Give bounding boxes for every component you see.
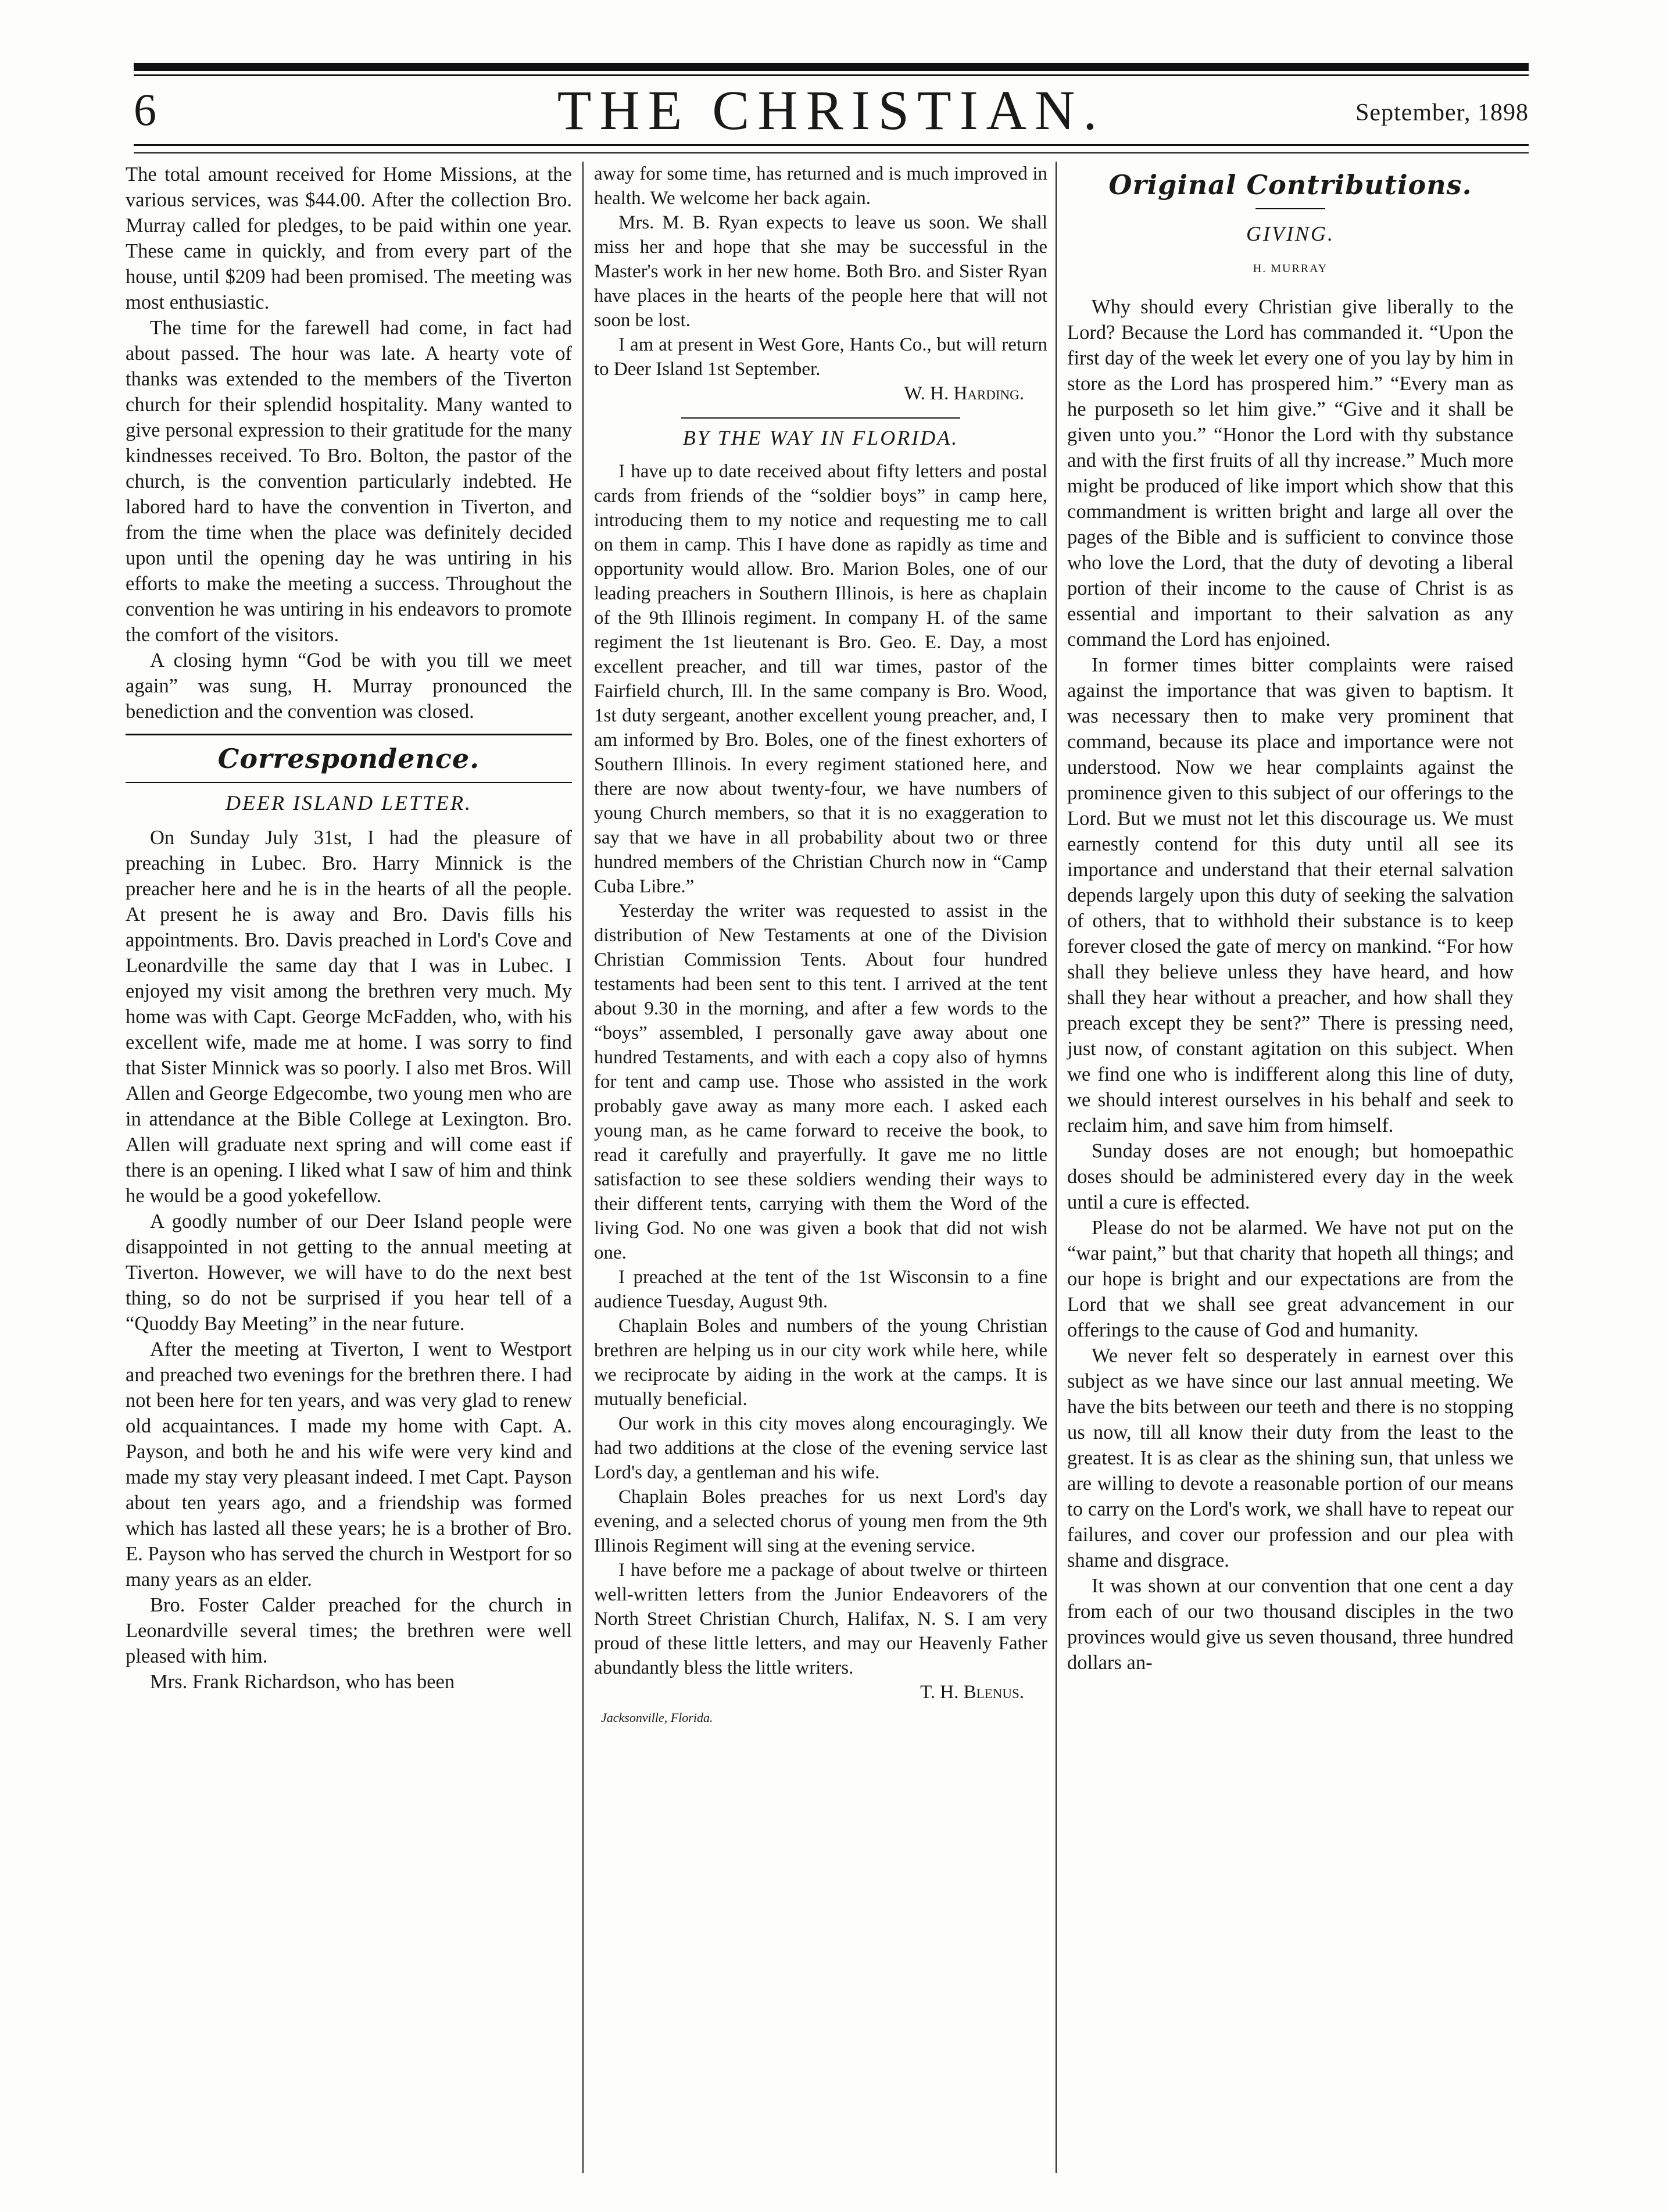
paragraph: Our work in this city moves along encouragingly. We had two additions at the close of the evening service last Lord's day, a gentleman and his wife. [594, 1413, 1047, 1483]
section-rule [126, 734, 572, 735]
section-rule [126, 782, 572, 783]
signature-harding: W. H. Harding. [904, 383, 1024, 404]
paragraph: I preached at the tent of the 1st Wisconsin to a fine audience Tuesday, August 9th. [594, 1267, 1047, 1312]
dateline: Jacksonville, Florida. [601, 1710, 713, 1725]
paragraph: I have up to date received about fifty letters and postal cards from friends of the “soldier boys” in camp here, introducing them to my notice and requesting me to call on them in camp. This I have done as rapidly as time and opportunity would allow. Bro. Marion Boles, one of our leading preachers in Southern Illinois, is here as chaplain of the 9th Illinois regiment. In company H. of the same regiment the 1st lieutenant is Bro. Geo. E. Day, a most excellent preacher, and till war times, pastor of the Fairfield church, Ill. In the same company is Bro. Wood, 1st duty sergeant, another excellent young preacher, and, I am informed by Bro. Boles, one of the finest exhorters of Southern Illinois. In every regiment stationed here, and there are now about twenty-four, we have numbers of young Church members, so that it is no exaggeration to say that we have in all probability about two or three hundred members of the Christian Church now in “Camp Cuba Libre.” [594, 461, 1047, 897]
column-1 [126, 162, 572, 1695]
paragraph: Chaplain Boles preaches for us next Lord's day evening, and a selected chorus of young men from the 9th Illinois Regiment will sing at the evening service. [594, 1486, 1047, 1556]
masthead [134, 81, 1529, 142]
masthead-top-thin-rule [134, 74, 1529, 76]
journal-title: THE CHRISTIAN. [557, 79, 1106, 141]
paragraph: away for some time, has returned and is much improved in health. We welcome her back again. [594, 163, 1047, 209]
paragraph: In former times bitter complaints were raised against the importance that was given to baptism. It was necessary then to make very prominent that command, because its place and importance were not understood. Now we hear complaints against the prominence given to this subject of our offerings to the Lord. But we must not let this discourage us. We must earnestly contend for this duty until all see its importance and understand that their eternal salvation depends largely upon this duty of seeking the salvation of others, that to withhold their substance is to keep forever closed the gate of mercy on mankind. “For how shall they believe unless they have heard, and how shall they hear without a preacher, and how shall they preach except they be sent?” There is pressing need, just now, of constant agitation on this subject. When we find one who is indifferent along this line of duty, we should interest ourselves in his behalf and seek to reclaim him, and save him from himself. [1067, 654, 1514, 1137]
article-title-deer-island: DEER ISLAND LETTER. [225, 791, 472, 814]
paragraph: Please do not be alarmed. We have not put on the “war paint,” but that charity that hopeth all things; and our hope is bright and our expectations are from the Lord that we shall see great advancement in our offerings to the cause of God and humanity. [1067, 1217, 1514, 1341]
paragraph: Why should every Christian give liberally to the Lord? Because the Lord has commanded it. “Upon the first day of the week let every one of you lay by him in store as the Lord has prospered him.” “Every man as he purposeth so let him give.” “Give and it shall be given unto you.” “Honor the Lord with thy substance and with the first fruits of all thy increase.” Much more might be produced of like import which show that this commandment is written bright and large all over the pages of the Bible and is sufficient to convince those who love the Lord, that the duty of devoting a liberal portion of their income to the cause of Christ is as essential and important to their salvation as any command the Lord has enjoined. [1067, 296, 1514, 651]
paragraph: We never felt so desperately in earnest over this subject as we have since our last annual meeting. We have the bits between our teeth and there is no stopping us now, till all know their duty from the least to the greatest. It is as clear as the shining sun, that unless we are willing to devote a reasonable portion of our means to carry on the Lord's work, we shall have to repeat our failures, and cover our profession and our plea with shame and disgrace. [1067, 1345, 1514, 1571]
paragraph: The total amount received for Home Missions, at the various services, was $44.00. After the collection Bro. Murray called for pledges, to be paid within one year. These came in quickly, and from every part of the house, until $209 had been promised. The meeting was most enthusiastic. [126, 163, 572, 313]
paragraph: I am at present in West Gore, Hants Co., but will return to Deer Island 1st September. [594, 334, 1047, 380]
paragraph: The time for the farewell had come, in fact had about passed. The hour was late. A hearty vote of thanks was extended to the members of the Tiverton church for their splendid hospitality. Many wanted to give personal expression to their gratitude for the many kindnesses received. To Bro. Bolton, the pastor of the church, is the convention particularly indebted. He labored hard to have the convention in Tiverton, and from the time when the place was definitely decided upon until the opening day he was untiring in his efforts to make the meeting a success. Throughout the convention he was untiring in his endeavors to promote the comfort of the visitors. [126, 317, 572, 646]
section-heading-correspondence: Correspondence. [217, 743, 480, 774]
masthead-bottom-rule [134, 144, 1529, 146]
section-rule [1255, 208, 1325, 209]
paragraph: A closing hymn “God be with you till we meet again” was sung, H. Murray pronounced the benediction and the convention was closed. [126, 649, 572, 723]
paragraph: Mrs. M. B. Ryan expects to leave us soon. We shall miss her and hope that she may be successful in the Master's work in her new home. Both Bro. and Sister Ryan have places in the hearts of the people here that will not soon be lost. [594, 212, 1047, 331]
column-3 [1067, 162, 1514, 1675]
signature-blenus: T. H. Blenus. [920, 1682, 1024, 1703]
paragraph: Chaplain Boles and numbers of the young Christian brethren are helping us in our city work while here, while we reciprocate by aiding in the work at the camps. It is mutually beneficial. [594, 1316, 1047, 1410]
byline: H. MURRAY [1253, 262, 1328, 275]
masthead-top-rule [134, 63, 1529, 71]
issue-date: September, 1898 [1355, 99, 1529, 126]
paragraph: After the meeting at Tiverton, I went to Westport and preached two evenings for the brethren there. I had not been here for ten years, and was very glad to renew old acquaintances. I made my home with Capt. A. Payson, and both he and his wife were very kind and made my stay very pleasant indeed. I met Capt. Payson about ten years ago, and a friendship was formed which has lasted all these years; he is a brother of Bro. E. Payson who has served the church in Westport for so many years as an elder. [126, 1338, 572, 1591]
paragraph: Yesterday the writer was requested to assist in the distribution of New Testaments at one of the Division Christian Commission Tents. About four hundred testaments had been sent to this tent. I arrived at the tent about 9.30 in the morning, and after a few words to the “boys” assembled, I personally gave away about one hundred Testaments, and with each a copy also of hymns for tent and camp use. Those who assisted in the work probably gave away as many more each. I asked each young man, as he came forward to receive the book, to read it carefully and prayerfully. It gave me no little satisfaction to see these soldiers wending their ways to their different tents, carrying with them the Word of the living God. No one was given a book that did not wish one. [594, 900, 1047, 1263]
column-2 [594, 162, 1047, 1730]
paragraph: I have before me a package of about twelve or thirteen well-written letters from the Junior Endeavorers of the North Street Christian Church, Halifax, N. S. I am very proud of these little letters, and may our Heavenly Father abundantly bless the little writers. [594, 1560, 1047, 1678]
masthead-bottom-rule-2 [134, 152, 1529, 153]
column-divider-2 [1056, 162, 1057, 2173]
column-divider-1 [582, 162, 584, 2173]
article-title-florida: BY THE WAY IN FLORIDA. [682, 426, 959, 449]
paragraph: Bro. Foster Calder preached for the church in Leonardville several times; the brethren were well pleased with him. [126, 1594, 572, 1667]
paragraph: Sunday doses are not enough; but homoepathic doses should be administered every day in the week until a cure is effected. [1067, 1140, 1514, 1213]
paragraph: A goodly number of our Deer Island people were disappointed in not getting to the annual meeting at Tiverton. However, we will have to do the next best thing, so do not be surprised if you hear tell of a “Quoddy Bay Meeting” in the near future. [126, 1210, 572, 1335]
paragraph: Mrs. Frank Richardson, who has been [150, 1671, 455, 1693]
article-title-giving: GIVING. [1246, 222, 1335, 245]
page-number: 6 [134, 84, 156, 135]
article-separator-rule [681, 417, 960, 419]
paragraph: On Sunday July 31st, I had the pleasure of preaching in Lubec. Bro. Harry Minnick is the preacher here and he is in the hearts of all the people. At present he is away and Bro. Davis fills his appointments. Bro. Davis preached in Lord's Cove and Leonardville the same day that I was in Lubec. I enjoyed my visit among the brethren very much. My home was with Capt. George McFadden, who, with his excellent wife, made me at home. I was sorry to find that Sister Minnick was so poorly. I also met Bros. Will Allen and George Edgecombe, two young men who are in attendance at the Bible College at Lexington. Bro. Allen will graduate next spring and will come east if there is an opening. I liked what I saw of him and think he would be a good yokefellow. [126, 827, 572, 1207]
section-heading-original-contributions: Original Contributions. [1108, 169, 1472, 201]
paragraph: It was shown at our convention that one cent a day from each of our two thousand disciples in the two provinces would give us seven thousand, three hundred dollars an- [1067, 1575, 1514, 1674]
